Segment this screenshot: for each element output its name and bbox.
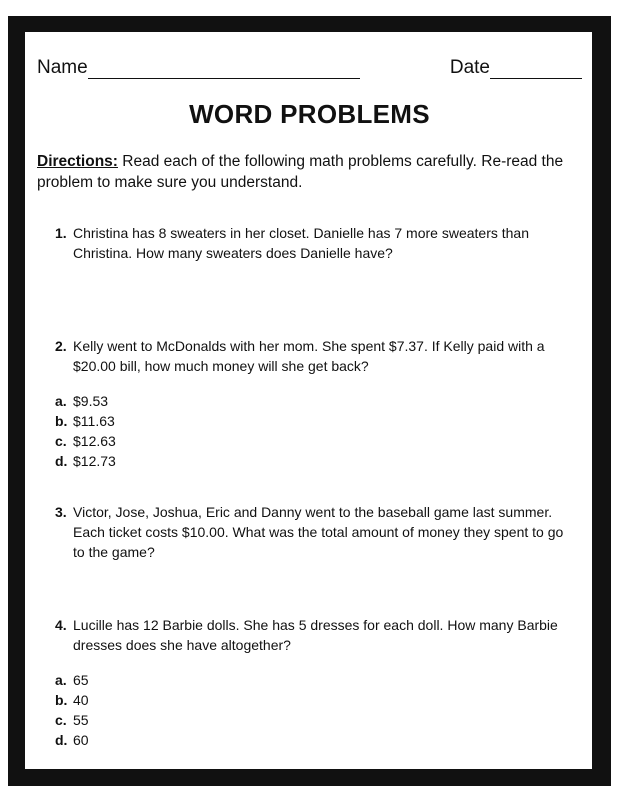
problem-number: 4.	[55, 617, 67, 633]
choice-value: 55	[73, 712, 89, 728]
page-title: WORD PROBLEMS	[189, 99, 430, 129]
name-line[interactable]	[88, 60, 360, 79]
worksheet	[37, 55, 582, 193]
name-label: Name	[37, 57, 88, 78]
choice-value: $11.63	[73, 413, 115, 429]
problem-text: Lucille has 12 Barbie dolls. She has 5 dresses for each doll. How many Barbie dresses does she have altogether?	[73, 617, 558, 653]
problem-text: Kelly went to McDonalds with her mom. She spent $7.37. If Kelly paid with a $20.00 bill, how much money will she get back?	[73, 338, 545, 374]
problem-text: Christina has 8 sweaters in her closet. Danielle has 7 more sweaters than Christina. How many sweaters does Danielle have?	[73, 225, 529, 261]
answer-choice[interactable]	[55, 451, 577, 471]
problem-2	[55, 336, 577, 471]
date-line[interactable]	[490, 60, 582, 79]
choice-letter: a.	[55, 672, 67, 688]
answer-choice[interactable]	[55, 431, 577, 451]
choice-letter: d.	[55, 732, 68, 748]
choice-value: 65	[73, 672, 89, 688]
choice-letter: b.	[55, 692, 68, 708]
answer-choices	[55, 670, 577, 750]
answer-choice[interactable]	[55, 670, 577, 690]
answer-choice[interactable]	[55, 730, 577, 750]
problem-number: 2.	[55, 338, 67, 354]
date-field[interactable]	[450, 57, 582, 79]
choice-letter: c.	[55, 712, 67, 728]
answer-choices	[55, 391, 577, 471]
problem-number: 3.	[55, 504, 67, 520]
answer-choice[interactable]	[55, 391, 577, 411]
directions-text: Read each of the following math problems carefully. Re-read the problem to make sure you understand.	[37, 153, 564, 191]
directions	[37, 151, 582, 193]
name-field[interactable]	[37, 57, 360, 79]
choice-value: $12.73	[73, 453, 116, 469]
problem-1	[55, 223, 577, 263]
problem-number: 1.	[55, 225, 67, 241]
problem-3	[55, 502, 577, 562]
answer-choice[interactable]	[55, 690, 577, 710]
directions-label: Directions:	[37, 153, 118, 170]
choice-value: 60	[73, 732, 89, 748]
problem-text: Victor, Jose, Joshua, Eric and Danny went to the baseball game last summer. Each ticket costs $10.00. What was the total amount of money they spent to go to the game?	[73, 504, 564, 560]
header-row	[37, 55, 582, 79]
answer-choice[interactable]	[55, 411, 577, 431]
choice-letter: b.	[55, 413, 68, 429]
choice-value: $12.63	[73, 433, 116, 449]
problem-4	[55, 615, 577, 750]
choice-letter: c.	[55, 433, 67, 449]
date-label: Date	[449, 57, 490, 78]
choice-value: 40	[73, 692, 89, 708]
choice-value: $9.53	[73, 393, 109, 409]
choice-letter: a.	[55, 393, 67, 409]
answer-choice[interactable]	[55, 710, 577, 730]
choice-letter: d.	[55, 453, 68, 469]
